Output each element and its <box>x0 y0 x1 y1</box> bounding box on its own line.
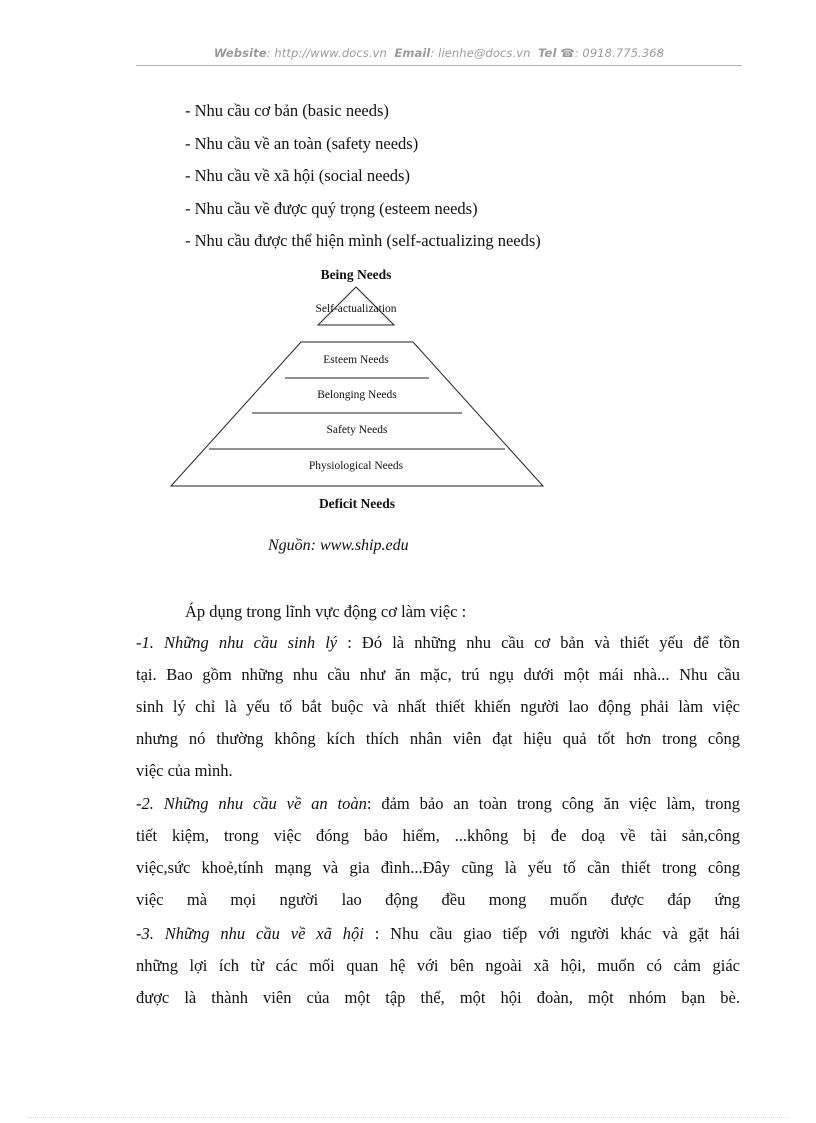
maslow-pyramid-diagram <box>0 0 816 530</box>
section-2-line: việc,sức khoẻ,tính mạng và gia đình...Đây cũng là yếu tố cần thiết trong công <box>136 858 740 877</box>
section-3-paragraph <box>136 918 740 1014</box>
email-value: : lienhe@docs.vn <box>430 46 531 60</box>
phone-icon: ☎ <box>560 46 575 60</box>
section-1-paragraph <box>136 627 740 787</box>
tel-value: : 0918.775.368 <box>574 46 665 60</box>
list-item: - Nhu cầu về xã hội (social needs) <box>185 166 410 185</box>
pyramid-level-safety: Safety Needs <box>326 424 388 436</box>
footer-divider <box>28 1117 788 1118</box>
figure-source-caption: Nguồn: www.ship.edu <box>268 537 409 554</box>
website-label: Website <box>213 46 267 60</box>
pyramid-level-self-actualization: Self-actualization <box>315 303 397 315</box>
website-value: : http://www.docs.vn <box>266 46 387 60</box>
being-needs-label: Being Needs <box>320 267 392 282</box>
section-2-line: tiết kiệm, trong việc đóng bảo hiểm, ...không bị đe doạ về tài sản,công <box>136 826 740 845</box>
pyramid-level-physiological: Physiological Needs <box>308 460 404 472</box>
section-1-line: : Đó là những nhu cầu cơ bản và thiết yếu để tồn <box>337 633 740 652</box>
pyramid-level-belonging: Belonging Needs <box>317 389 397 401</box>
tel-label: Tel <box>538 46 557 60</box>
intro-paragraph: Áp dụng trong lĩnh vực động cơ làm việc : <box>185 602 467 621</box>
section-3-line: những lợi ích từ các mối quan hệ với bên ngoài xã hội, muốn có cảm giác <box>136 956 740 975</box>
section-2-paragraph <box>136 788 740 916</box>
pyramid-level-esteem: Esteem Needs <box>323 354 389 366</box>
section-2-line: việc mà mọi người lao động đều mong muốn được đáp ứng <box>136 890 740 909</box>
section-1-line: nhưng nó thường không kích thích nhân viên đạt hiệu quả tốt hơn trong công <box>136 729 740 748</box>
section-1-label: -1. Những nhu cầu sinh lý <box>136 633 338 652</box>
section-3-label: -3. Những nhu cầu về xã hội <box>136 924 364 943</box>
section-1-line: tại. Bao gồm những nhu cầu như ăn mặc, trú ngụ dưới một mái nhà... Nhu cầu <box>136 665 740 684</box>
section-2-label: -2. Những nhu cầu về an toàn <box>136 794 367 813</box>
section-1-line: sinh lý chỉ là yếu tố bắt buộc và nhất thiết khiến người lao động phải làm việc <box>136 697 740 716</box>
list-item: - Nhu cầu về được quý trọng (esteem needs) <box>185 198 478 218</box>
list-item: - Nhu cầu được thể hiện mình (self-actualizing needs) <box>185 231 541 250</box>
section-3-line: được là thành viên của một tập thể, một hội đoàn, một nhóm bạn bè. <box>136 988 740 1007</box>
deficit-needs-label: Deficit Needs <box>318 496 396 511</box>
section-2-line: : đảm bảo an toàn trong công ăn việc làm, trong <box>366 794 741 813</box>
email-label: Email <box>394 46 431 60</box>
section-3-line: : Nhu cầu giao tiếp với người khác và gặt hái <box>363 924 740 943</box>
list-item: - Nhu cầu về an toàn (safety needs) <box>185 133 419 153</box>
list-item: - Nhu cầu cơ bản (basic needs) <box>185 101 389 120</box>
section-1-line: việc của mình. <box>136 761 233 780</box>
